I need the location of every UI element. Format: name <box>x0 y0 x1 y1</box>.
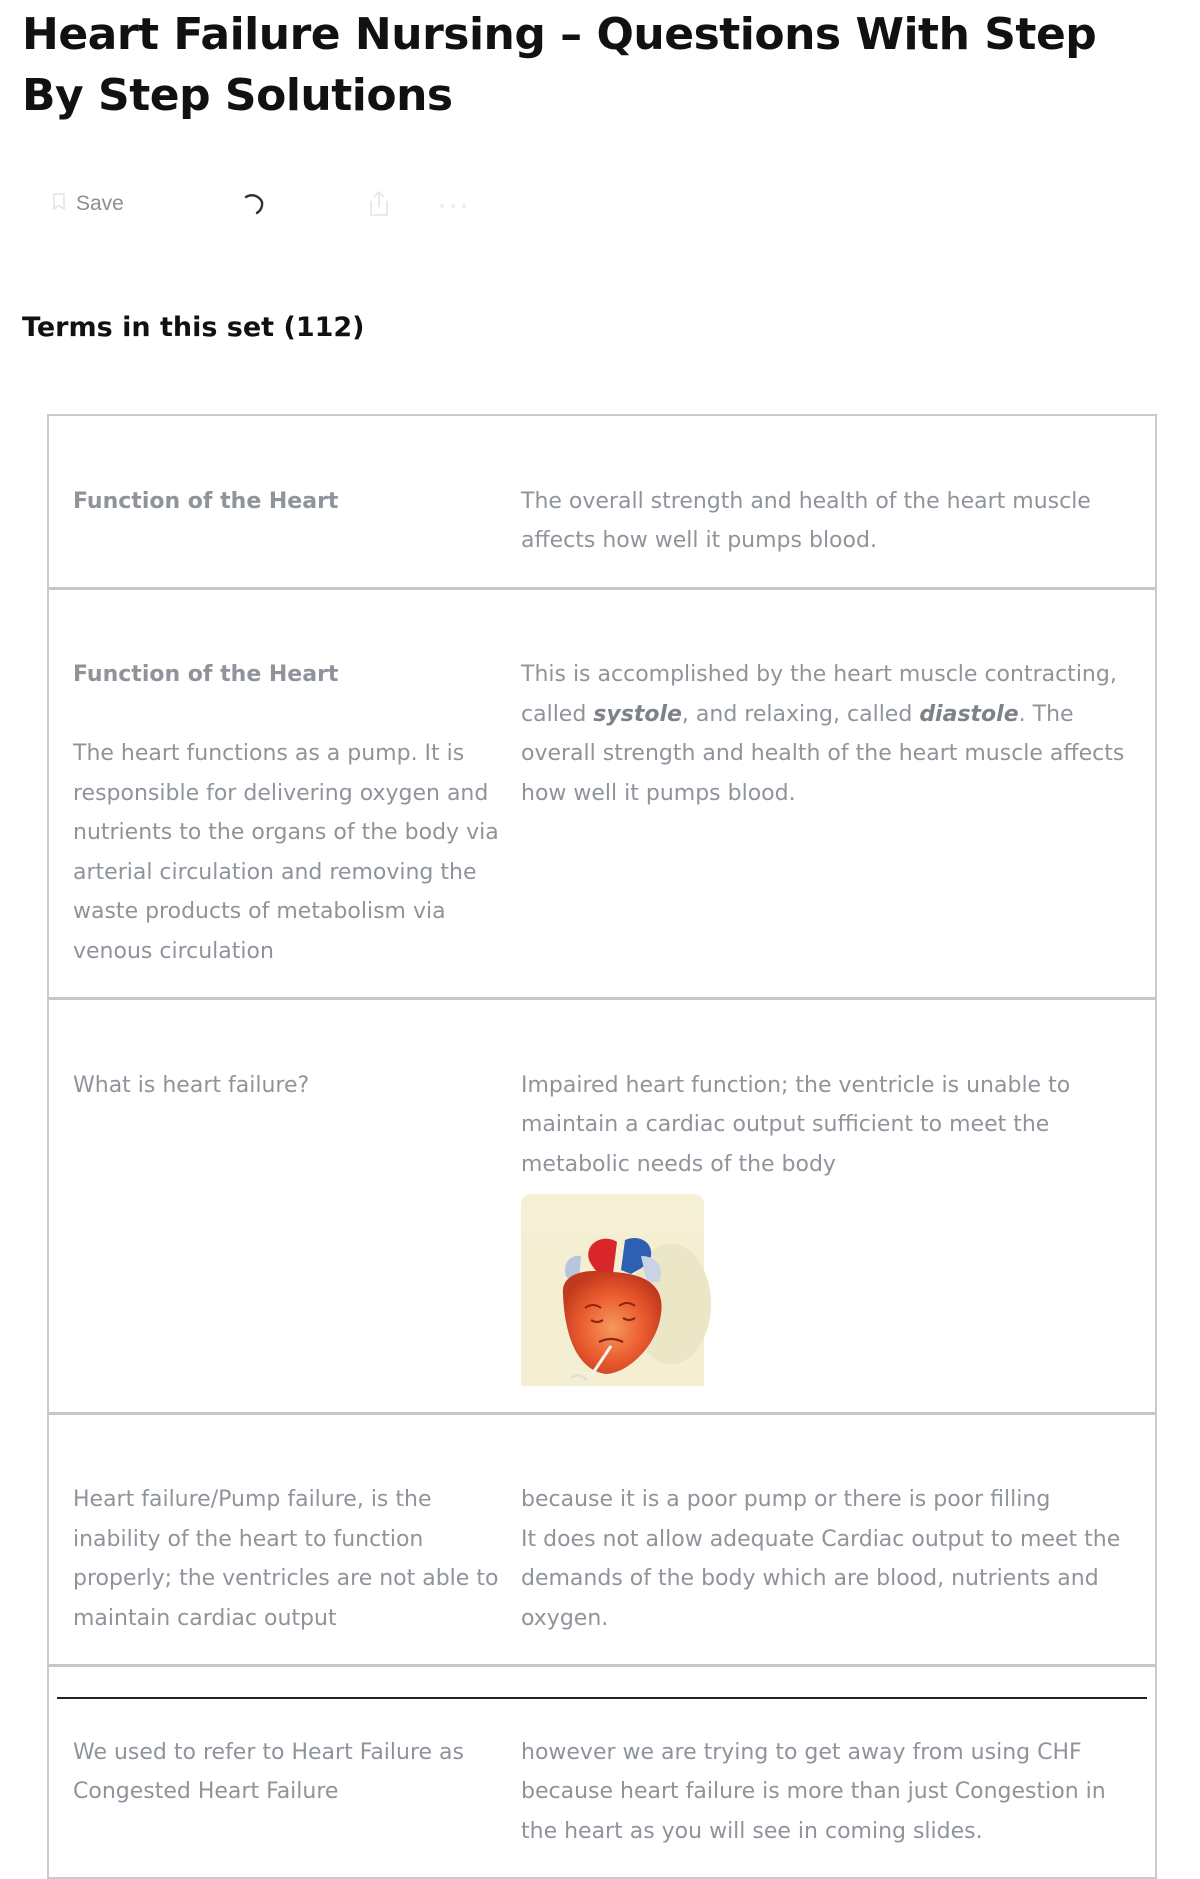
save-label: Save <box>76 192 124 215</box>
term-cell <box>49 1000 521 1412</box>
definition-cell <box>521 590 1155 998</box>
definition-emphasis: systole <box>593 701 682 727</box>
bottom-divider <box>57 1697 1147 1699</box>
definition-cell <box>521 1000 1155 1412</box>
term-text: We used to refer to Heart Failure as Congested Heart Failure <box>73 1739 465 1804</box>
definition-text: This is accomplished by the heart muscle contracting, called <box>521 662 1117 727</box>
heart-illustration <box>521 1194 704 1346</box>
definition-text: , and relaxing, called <box>681 701 920 727</box>
terms-table <box>47 414 1157 1879</box>
table-row <box>49 416 1155 590</box>
term-text: Heart failure/Pump failure, is the inability of the heart to function properly; the ventricles are not able to maintain cardiac output <box>73 1487 499 1631</box>
page-title: Heart Failure Nursing – Questions With Step By Step Solutions <box>22 9 1097 121</box>
term-cell <box>49 1415 521 1665</box>
loading-spinner-icon <box>240 189 270 224</box>
term-text: What is heart failure? <box>73 1072 310 1098</box>
definition-text: The overall strength and health of the heart muscle affects how well it pumps blood. <box>521 488 1091 553</box>
definition-text: . The overall strength and health of the heart muscle affects how well it pumps blood. <box>521 701 1125 806</box>
definition-text: however we are trying to get away from using CHF because heart failure is more than just Congestion in the heart as you will see in coming slides. <box>521 1739 1106 1844</box>
more-dots-icon[interactable] <box>438 197 468 215</box>
definition-text: Impaired heart function; the ventricle is unable to maintain a cardiac output sufficient to meet the metabolic needs of the body <box>521 1072 1071 1177</box>
share-icon[interactable] <box>366 189 392 224</box>
action-toolbar <box>0 185 520 225</box>
definition-emphasis: diastole <box>919 701 1019 727</box>
definition-cell <box>521 1415 1155 1665</box>
table-row <box>49 1000 1155 1415</box>
terms-heading: Terms in this set (112) <box>22 312 365 343</box>
term-title: Function of the Heart <box>73 662 339 687</box>
table-row <box>49 1415 1155 1668</box>
term-cell <box>49 590 521 998</box>
term-title: Function of the Heart <box>73 488 339 514</box>
save-button[interactable] <box>52 192 124 216</box>
definition-cell <box>521 416 1155 587</box>
definition-text: because it is a poor pump or there is poor filling It does not allow adequate Cardiac output to meet the demands of the body which are blood, nutrients and oxygen. <box>521 1487 1121 1631</box>
term-text: The heart functions as a pump. It is responsible for delivering oxygen and nutrients to the organs of the body via arterial circulation and removing the waste products of metabolism via venous circulation <box>73 741 499 964</box>
bookmark-icon <box>52 193 66 216</box>
table-row <box>49 590 1155 1001</box>
term-cell <box>49 416 521 587</box>
